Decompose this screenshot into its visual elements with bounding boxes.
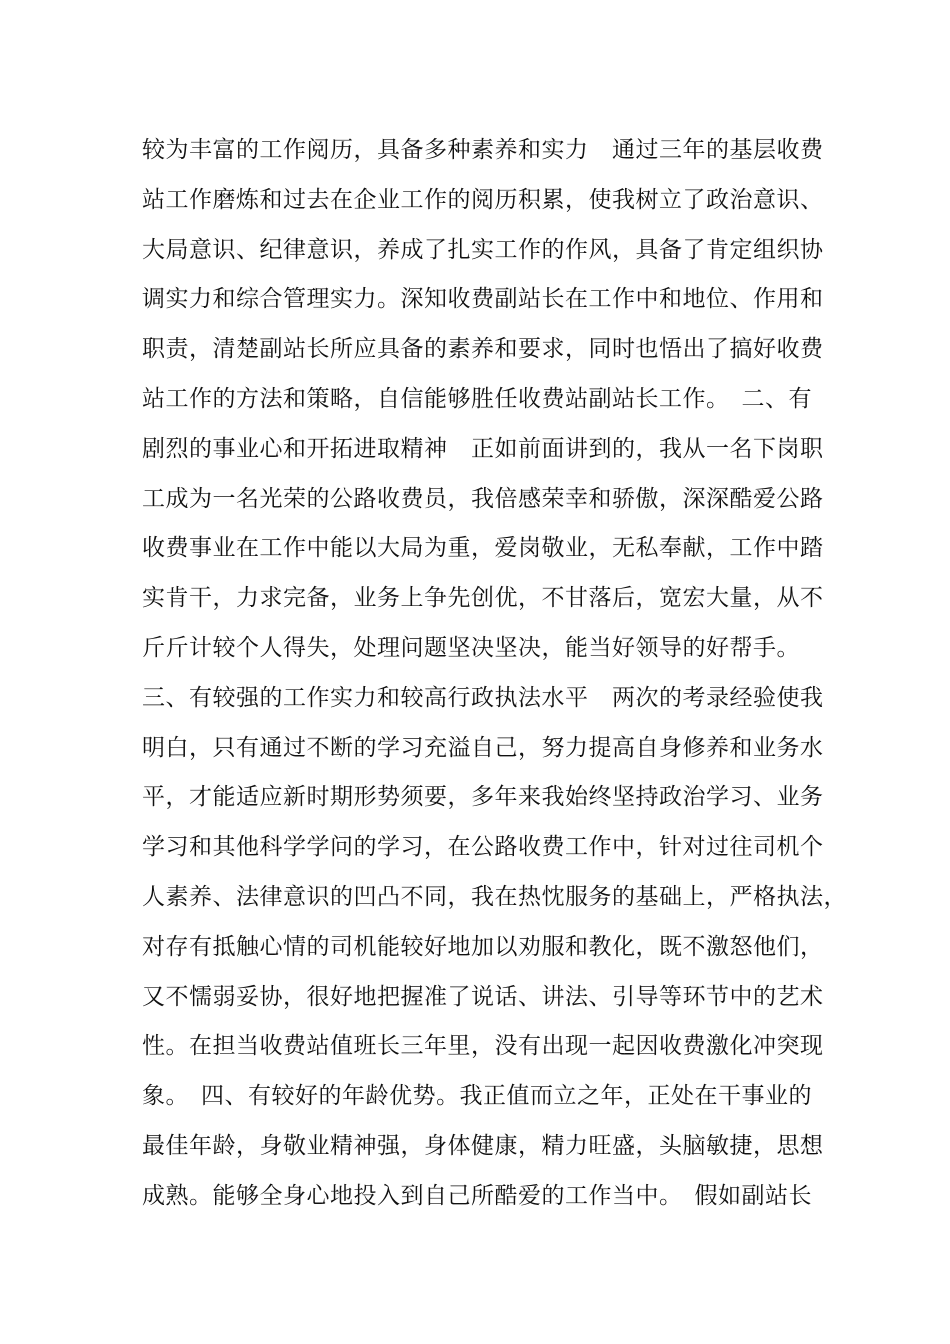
text-line: 明白，只有通过不断的学习充溢自己，努力提高自身修养和业务水: [142, 734, 824, 761]
text-line: 站工作的方法和策略，自信能够胜任收费站副站长工作。 二、有: [142, 385, 812, 412]
text-line: 性。在担当收费站值班长三年里，没有出现一起因收费激化冲突现: [142, 1033, 824, 1060]
text-line: 学习和其他科学学问的学习，在公路收费工作中，针对过往司机个: [142, 834, 824, 861]
text-line: 实肯干，力求完备，业务上争先创优，不甘落后，宽宏大量，从不: [142, 585, 824, 612]
text-line: 人素养、法律意识的凹凸不同，我在热忱服务的基础上，严格执法，: [142, 883, 847, 910]
text-line: 最佳年龄，身敬业精神强，身体健康，精力旺盛，头脑敏捷，思想: [142, 1132, 824, 1159]
body-text: [142, 126, 847, 1222]
text-line: 象。 四、有较好的年龄优势。我正值而立之年，正处在干事业的: [142, 1083, 812, 1110]
text-line: 斤斤计较个人得失，处理问题坚决坚决，能当好领导的好帮手。: [142, 634, 800, 661]
text-line: 平，才能适应新时期形势须要，多年来我始终坚持政治学习、业务: [142, 784, 824, 811]
text-line: 又不懦弱妥协，很好地把握准了说话、讲法、引导等环节中的艺术: [142, 983, 824, 1010]
text-line: 成熟。能够全身心地投入到自己所酷爱的工作当中。 假如副站长: [142, 1182, 812, 1209]
text-line: 调实力和综合管理实力。深知收费副站长在工作中和地位、作用和: [142, 286, 824, 313]
text-line: 剧烈的事业心和开拓进取精神 正如前面讲到的，我从一名下岗职: [142, 435, 824, 462]
text-line: 对存有抵触心情的司机能较好地加以劝服和教化，既不激怒他们，: [142, 933, 824, 960]
text-line: 三、有较强的工作实力和较高行政执法水平 两次的考录经验使我: [142, 684, 824, 711]
text-line: 职责，清楚副站长所应具备的素养和要求，同时也悟出了搞好收费: [142, 336, 824, 363]
text-line: 大局意识、纪律意识，养成了扎实工作的作风，具备了肯定组织协: [142, 236, 824, 263]
text-line: 站工作磨炼和过去在企业工作的阅历积累，使我树立了政治意识、: [142, 186, 824, 213]
text-line: 工成为一名光荣的公路收费员，我倍感荣幸和骄傲，深深酷爱公路: [142, 485, 824, 512]
text-line: 较为丰富的工作阅历，具备多种素养和实力 通过三年的基层收费: [142, 137, 824, 163]
text-line: 收费事业在工作中能以大局为重，爱岗敬业，无私奉献，工作中踏: [142, 535, 824, 562]
